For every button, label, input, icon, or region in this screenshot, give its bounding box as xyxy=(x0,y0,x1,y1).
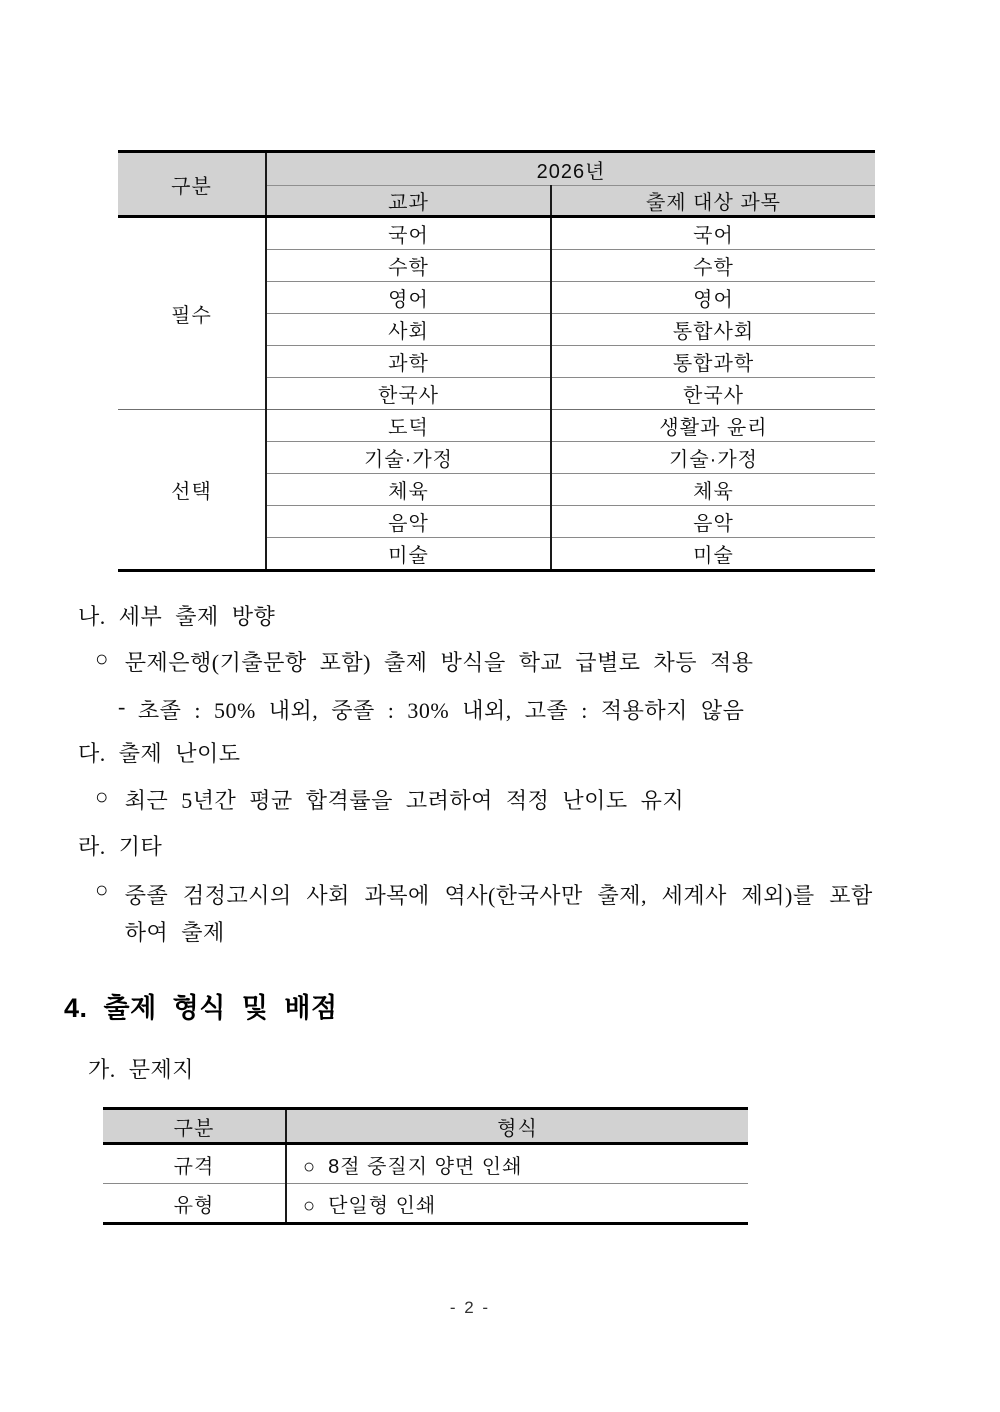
value-text: 8절 중질지 양면 인쇄 xyxy=(328,1155,523,1178)
subjects-header-year: 2026년 xyxy=(266,152,875,186)
target-cell: 통합과학 xyxy=(551,346,875,378)
target-cell: 미술 xyxy=(693,545,734,567)
circle-bullet-icon: ○ xyxy=(95,784,109,809)
bullet-text: 중졸 검정고시의 사회 과목에 역사(한국사만 출제, 세계사 제외)를 포함하여 출제 xyxy=(124,883,873,945)
circle-bullet-icon: ○ xyxy=(303,1155,317,1178)
format-row-label: 규격 xyxy=(103,1144,286,1184)
section-ga-title: 가. 문제지 xyxy=(88,1057,195,1082)
subject-cell: 음악 xyxy=(266,506,551,538)
section-ra-title: 라. 기타 xyxy=(78,834,163,859)
format-row-value xyxy=(286,1184,748,1224)
bullet-text: 문제은행(기출문항 포함) 출제 방식을 학교 급별로 차등 적용 xyxy=(124,650,754,675)
subitem-text: 초졸 : 50% 내외, 중졸 : 30% 내외, 고졸 : 적용하지 않음 xyxy=(137,698,745,723)
circle-bullet-icon: ○ xyxy=(95,646,109,671)
subject-cell: 사회 xyxy=(266,314,551,346)
target-cell: 통합사회 xyxy=(551,314,875,346)
section-na-title: 나. 세부 출제 방향 xyxy=(78,604,276,629)
table-row xyxy=(118,410,875,442)
format-table xyxy=(103,1107,748,1225)
subject-cell: 체육 xyxy=(266,474,551,506)
subject-cell: 미술 xyxy=(266,538,551,571)
format-header-gubun: 구분 xyxy=(103,1109,286,1144)
value-text: 단일형 인쇄 xyxy=(328,1194,437,1217)
page-number: - 2 - xyxy=(449,1298,491,1317)
subjects-header-target: 출제 대상 과목 xyxy=(551,186,875,217)
bullet-text: 최근 5년간 평균 합격률을 고려하여 적정 난이도 유지 xyxy=(124,788,685,813)
subjects-header-gubun: 구분 xyxy=(118,152,266,217)
subject-cell: 수학 xyxy=(266,250,551,282)
section-da-bullet xyxy=(95,784,684,815)
target-cell: 생활과 윤리 xyxy=(551,410,875,442)
target-cell: 음악 xyxy=(551,506,875,538)
subject-cell: 한국사 xyxy=(266,378,551,410)
subjects-table xyxy=(118,150,875,572)
group-label-elective: 선택 xyxy=(118,410,266,571)
section-na-subitem xyxy=(118,694,744,725)
target-cell: 영어 xyxy=(551,282,875,314)
format-row-value xyxy=(286,1144,748,1184)
circle-bullet-icon: ○ xyxy=(303,1194,317,1217)
table-row xyxy=(103,1184,748,1224)
section-na-bullet xyxy=(95,646,754,677)
target-cell: 국어 xyxy=(551,217,875,250)
format-row-label: 유형 xyxy=(103,1184,286,1224)
subject-cell: 과학 xyxy=(266,346,551,378)
subject-cell: 영어 xyxy=(266,282,551,314)
subject-cell: 국어 xyxy=(266,217,551,250)
section-ra-bullet xyxy=(95,877,873,951)
target-cell: 수학 xyxy=(551,250,875,282)
group-label-required: 필수 xyxy=(118,217,266,410)
subject-cell: 기술·가정 xyxy=(266,442,551,474)
format-header-style: 형식 xyxy=(286,1109,748,1144)
heading-output-format: 4. 출제 형식 및 배점 xyxy=(64,993,338,1023)
circle-bullet-icon: ○ xyxy=(95,877,109,902)
target-cell: 체육 xyxy=(551,474,875,506)
table-row xyxy=(118,217,875,250)
subject-cell: 도덕 xyxy=(266,410,551,442)
table-row xyxy=(103,1144,748,1184)
section-da-title: 다. 출제 난이도 xyxy=(78,741,241,766)
target-cell: 기술·가정 xyxy=(551,442,875,474)
target-cell: 한국사 xyxy=(551,378,875,410)
subjects-header-subject: 교과 xyxy=(266,186,551,217)
dash-bullet-icon: - xyxy=(118,694,126,719)
